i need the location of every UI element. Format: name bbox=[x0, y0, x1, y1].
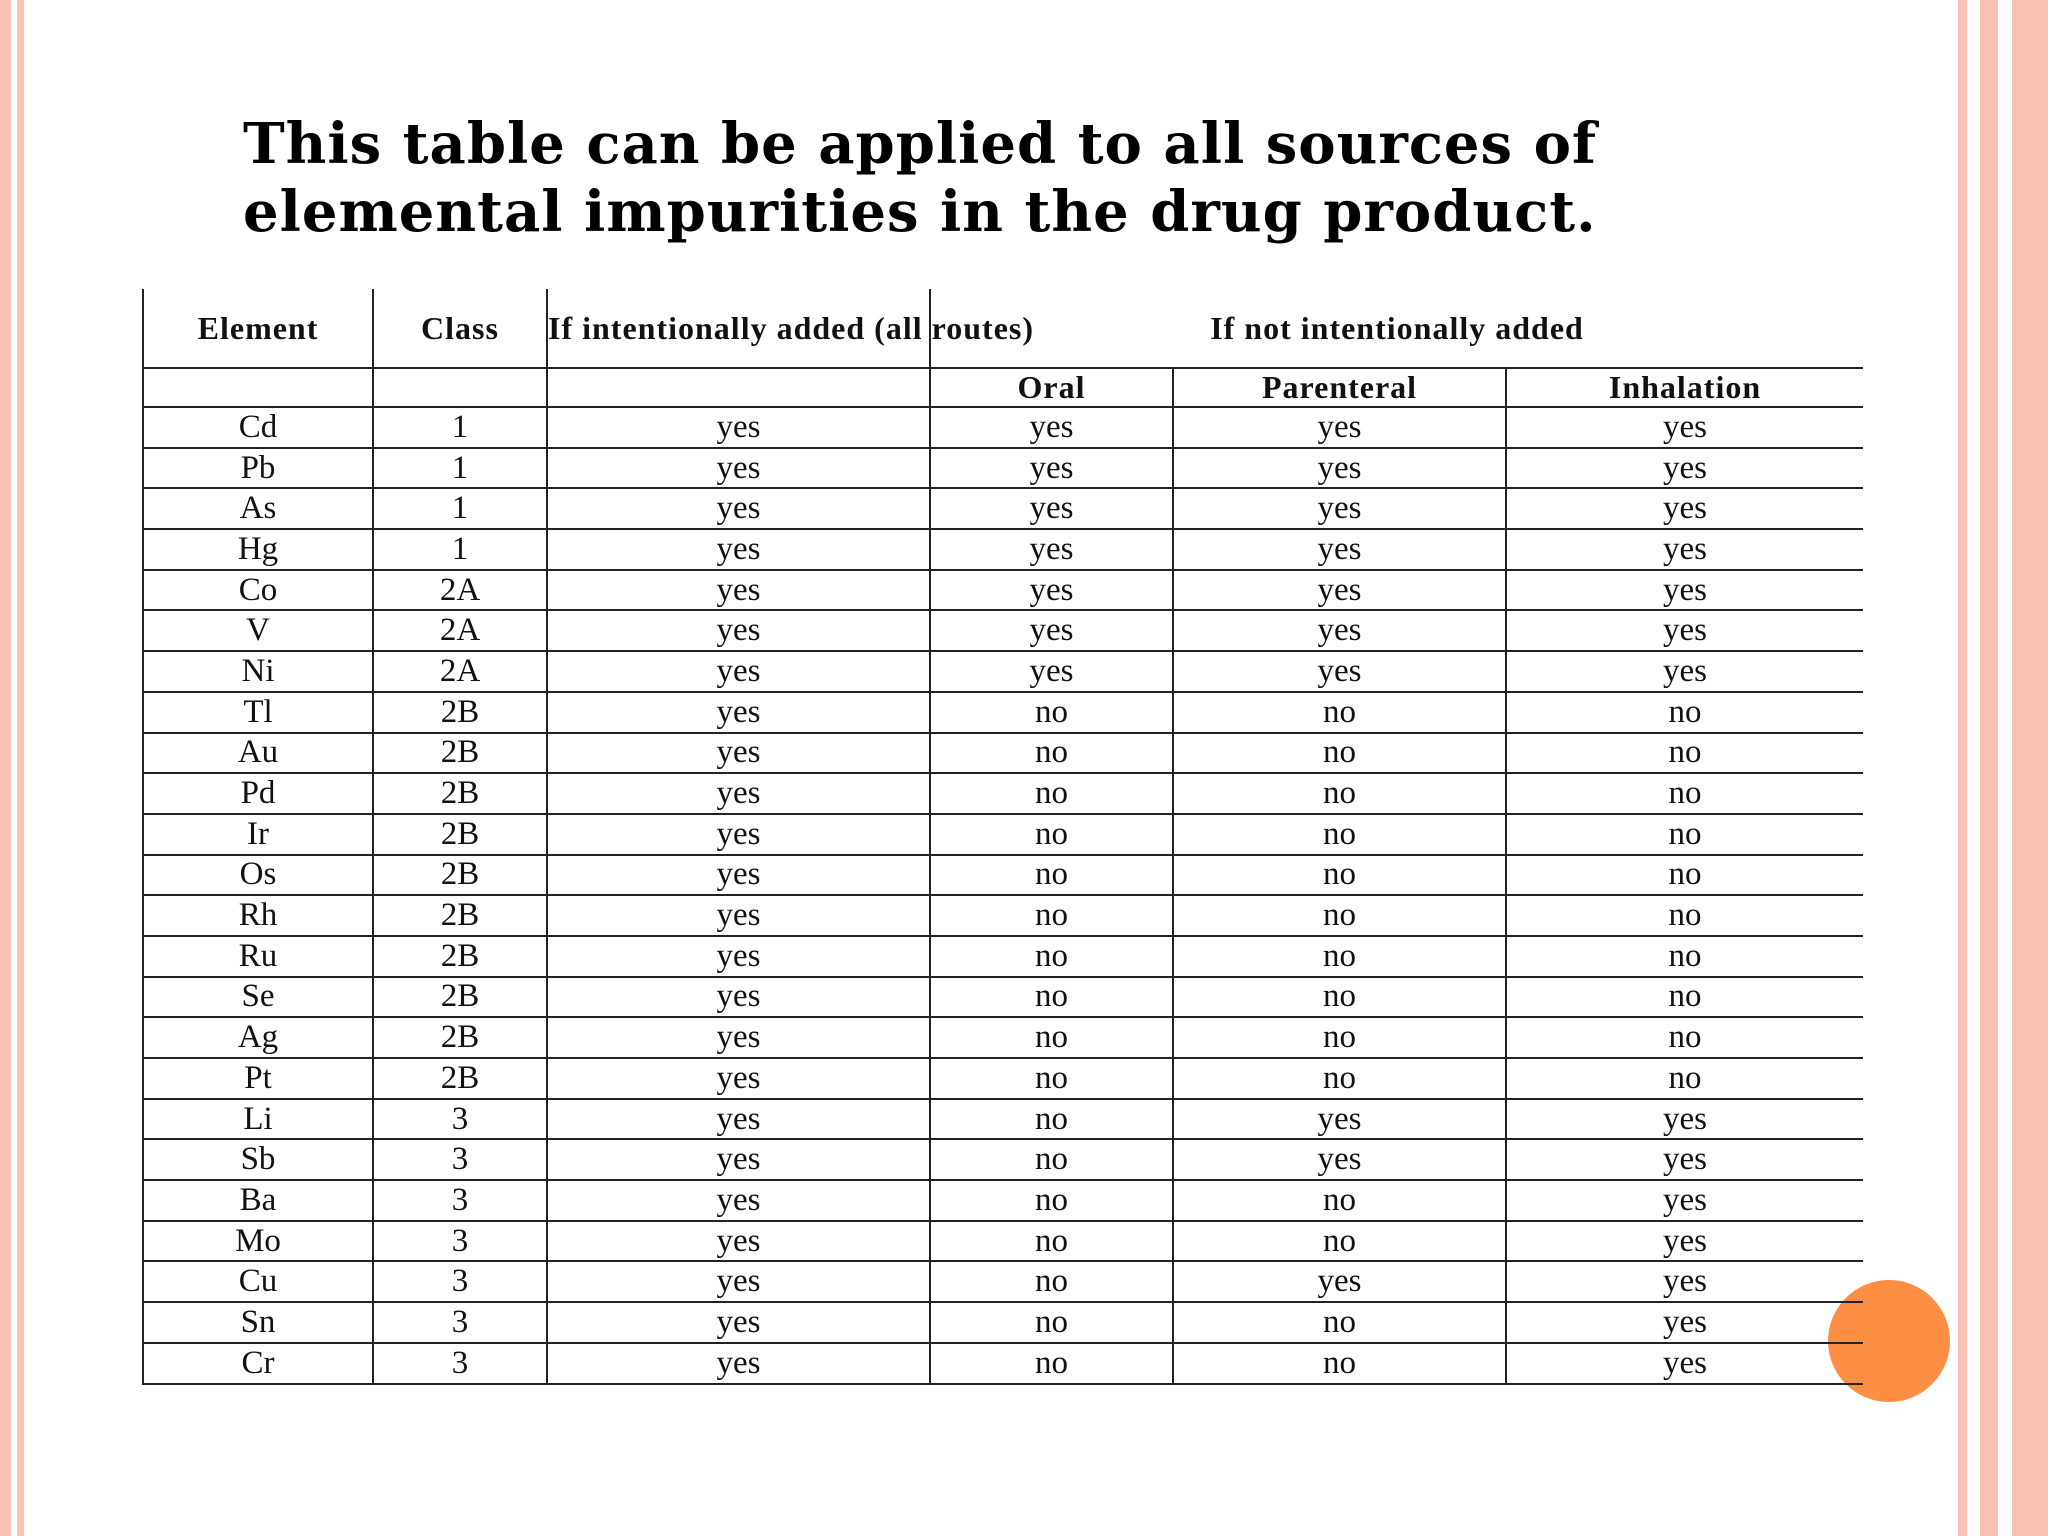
cell-class: 2A bbox=[373, 610, 547, 651]
cell-oral: no bbox=[930, 1058, 1173, 1099]
cell-inhalation: yes bbox=[1506, 1221, 1863, 1262]
cell-intentional: yes bbox=[547, 448, 930, 489]
cell-element: Mo bbox=[143, 1221, 373, 1262]
cell-oral: yes bbox=[930, 448, 1173, 489]
cell-oral: no bbox=[930, 977, 1173, 1018]
cell-parenteral: yes bbox=[1173, 1099, 1506, 1140]
table-row bbox=[143, 977, 1863, 1018]
cell-intentional: yes bbox=[547, 977, 930, 1018]
cell-class: 2B bbox=[373, 936, 547, 977]
cell-inhalation: no bbox=[1506, 1017, 1863, 1058]
cell-inhalation: yes bbox=[1506, 1180, 1863, 1221]
cell-parenteral: no bbox=[1173, 773, 1506, 814]
cell-inhalation: no bbox=[1506, 1058, 1863, 1099]
cell-oral: no bbox=[930, 1099, 1173, 1140]
cell-intentional: yes bbox=[547, 1180, 930, 1221]
table-row bbox=[143, 773, 1863, 814]
cell-element: Au bbox=[143, 733, 373, 774]
cell-parenteral: no bbox=[1173, 1221, 1506, 1262]
cell-oral: yes bbox=[930, 570, 1173, 611]
cell-intentional: yes bbox=[547, 814, 930, 855]
slide-border-right-middle bbox=[1980, 0, 1998, 1536]
cell-oral: no bbox=[930, 1302, 1173, 1343]
cell-intentional: yes bbox=[547, 488, 930, 529]
cell-class: 2B bbox=[373, 814, 547, 855]
subheader-empty-cell bbox=[547, 368, 930, 407]
header-element: Element bbox=[143, 289, 373, 368]
cell-class: 3 bbox=[373, 1343, 547, 1384]
cell-parenteral: yes bbox=[1173, 1261, 1506, 1302]
table-row bbox=[143, 1302, 1863, 1343]
cell-element: Os bbox=[143, 855, 373, 896]
cell-oral: no bbox=[930, 1221, 1173, 1262]
cell-intentional: yes bbox=[547, 1099, 930, 1140]
cell-class: 3 bbox=[373, 1180, 547, 1221]
cell-oral: no bbox=[930, 1261, 1173, 1302]
header-not-intentionally-added: If not intentionally added bbox=[930, 289, 1863, 368]
table-row bbox=[143, 814, 1863, 855]
cell-element: Sb bbox=[143, 1139, 373, 1180]
cell-parenteral: no bbox=[1173, 1302, 1506, 1343]
cell-element: Sn bbox=[143, 1302, 373, 1343]
cell-element: Ba bbox=[143, 1180, 373, 1221]
table-row bbox=[143, 651, 1863, 692]
cell-intentional: yes bbox=[547, 570, 930, 611]
table-row bbox=[143, 610, 1863, 651]
cell-parenteral: yes bbox=[1173, 651, 1506, 692]
cell-parenteral: no bbox=[1173, 1343, 1506, 1384]
cell-element: Ru bbox=[143, 936, 373, 977]
cell-element: Co bbox=[143, 570, 373, 611]
cell-inhalation: yes bbox=[1506, 570, 1863, 611]
cell-inhalation: no bbox=[1506, 977, 1863, 1018]
cell-intentional: yes bbox=[547, 610, 930, 651]
cell-parenteral: no bbox=[1173, 692, 1506, 733]
subheader-empty-cell bbox=[143, 368, 373, 407]
cell-parenteral: yes bbox=[1173, 488, 1506, 529]
cell-inhalation: yes bbox=[1506, 1302, 1863, 1343]
cell-intentional: yes bbox=[547, 1017, 930, 1058]
table-row bbox=[143, 570, 1863, 611]
cell-parenteral: no bbox=[1173, 977, 1506, 1018]
header-inhalation: Inhalation bbox=[1506, 368, 1863, 407]
cell-oral: no bbox=[930, 1139, 1173, 1180]
slide-title: This table can be applied to all sources of elemental impurities in the drug product. bbox=[243, 111, 1598, 245]
cell-inhalation: no bbox=[1506, 895, 1863, 936]
cell-inhalation: no bbox=[1506, 814, 1863, 855]
cell-class: 3 bbox=[373, 1261, 547, 1302]
cell-element: Rh bbox=[143, 895, 373, 936]
table-row bbox=[143, 1261, 1863, 1302]
cell-inhalation: yes bbox=[1506, 529, 1863, 570]
cell-inhalation: yes bbox=[1506, 1139, 1863, 1180]
cell-inhalation: no bbox=[1506, 733, 1863, 774]
cell-parenteral: yes bbox=[1173, 570, 1506, 611]
cell-element: Ir bbox=[143, 814, 373, 855]
cell-inhalation: yes bbox=[1506, 651, 1863, 692]
cell-element: Se bbox=[143, 977, 373, 1018]
cell-element: Tl bbox=[143, 692, 373, 733]
cell-intentional: yes bbox=[547, 407, 930, 448]
cell-parenteral: yes bbox=[1173, 529, 1506, 570]
table-row bbox=[143, 1221, 1863, 1262]
cell-oral: yes bbox=[930, 407, 1173, 448]
cell-class: 1 bbox=[373, 448, 547, 489]
cell-element: Pb bbox=[143, 448, 373, 489]
cell-class: 2B bbox=[373, 1017, 547, 1058]
cell-element: Pt bbox=[143, 1058, 373, 1099]
cell-parenteral: no bbox=[1173, 1058, 1506, 1099]
slide-border-left-inner bbox=[17, 0, 24, 1536]
cell-element: Hg bbox=[143, 529, 373, 570]
table-row bbox=[143, 1099, 1863, 1140]
cell-inhalation: no bbox=[1506, 936, 1863, 977]
cell-intentional: yes bbox=[547, 855, 930, 896]
table-row bbox=[143, 733, 1863, 774]
cell-intentional: yes bbox=[547, 1221, 930, 1262]
cell-inhalation: yes bbox=[1506, 1343, 1863, 1384]
cell-inhalation: yes bbox=[1506, 610, 1863, 651]
table-row bbox=[143, 448, 1863, 489]
cell-inhalation: no bbox=[1506, 855, 1863, 896]
cell-element: Ag bbox=[143, 1017, 373, 1058]
table-row bbox=[143, 1139, 1863, 1180]
cell-class: 2B bbox=[373, 733, 547, 774]
cell-oral: no bbox=[930, 733, 1173, 774]
table-row bbox=[143, 1343, 1863, 1384]
cell-class: 2B bbox=[373, 1058, 547, 1099]
table-row bbox=[143, 407, 1863, 448]
cell-class: 2B bbox=[373, 773, 547, 814]
slide-border-left-outer bbox=[0, 0, 11, 1536]
header-intentionally-added: If intentionally added (all routes) bbox=[547, 289, 930, 368]
cell-class: 3 bbox=[373, 1302, 547, 1343]
cell-parenteral: no bbox=[1173, 733, 1506, 774]
cell-element: Cd bbox=[143, 407, 373, 448]
cell-parenteral: yes bbox=[1173, 407, 1506, 448]
cell-parenteral: yes bbox=[1173, 610, 1506, 651]
cell-element: Ni bbox=[143, 651, 373, 692]
cell-class: 2A bbox=[373, 651, 547, 692]
cell-oral: no bbox=[930, 895, 1173, 936]
cell-element: Cr bbox=[143, 1343, 373, 1384]
cell-intentional: yes bbox=[547, 1139, 930, 1180]
cell-oral: no bbox=[930, 773, 1173, 814]
cell-intentional: yes bbox=[547, 1058, 930, 1099]
cell-class: 1 bbox=[373, 529, 547, 570]
header-oral: Oral bbox=[930, 368, 1173, 407]
table-row bbox=[143, 1180, 1863, 1221]
cell-parenteral: no bbox=[1173, 814, 1506, 855]
slide-border-right-inner bbox=[1958, 0, 1967, 1536]
cell-oral: no bbox=[930, 1343, 1173, 1384]
table-row bbox=[143, 488, 1863, 529]
cell-intentional: yes bbox=[547, 936, 930, 977]
cell-inhalation: yes bbox=[1506, 448, 1863, 489]
cell-class: 3 bbox=[373, 1099, 547, 1140]
table-row bbox=[143, 936, 1863, 977]
cell-inhalation: yes bbox=[1506, 1099, 1863, 1140]
cell-intentional: yes bbox=[547, 651, 930, 692]
table-row bbox=[143, 855, 1863, 896]
table-row bbox=[143, 692, 1863, 733]
cell-oral: no bbox=[930, 936, 1173, 977]
cell-element: Li bbox=[143, 1099, 373, 1140]
cell-element: Cu bbox=[143, 1261, 373, 1302]
table-row bbox=[143, 529, 1863, 570]
cell-oral: no bbox=[930, 814, 1173, 855]
header-parenteral: Parenteral bbox=[1173, 368, 1506, 407]
cell-oral: no bbox=[930, 1017, 1173, 1058]
cell-intentional: yes bbox=[547, 1302, 930, 1343]
cell-class: 2B bbox=[373, 692, 547, 733]
table-subheader-row bbox=[143, 368, 1863, 407]
cell-oral: yes bbox=[930, 529, 1173, 570]
table-row bbox=[143, 1058, 1863, 1099]
cell-oral: yes bbox=[930, 651, 1173, 692]
cell-oral: no bbox=[930, 692, 1173, 733]
cell-intentional: yes bbox=[547, 1261, 930, 1302]
cell-element: V bbox=[143, 610, 373, 651]
cell-oral: no bbox=[930, 855, 1173, 896]
subheader-empty-cell bbox=[373, 368, 547, 407]
cell-intentional: yes bbox=[547, 692, 930, 733]
table-body bbox=[143, 407, 1863, 1384]
cell-class: 1 bbox=[373, 488, 547, 529]
cell-class: 2B bbox=[373, 977, 547, 1018]
cell-oral: no bbox=[930, 1180, 1173, 1221]
table-row bbox=[143, 1017, 1863, 1058]
cell-parenteral: no bbox=[1173, 936, 1506, 977]
elemental-impurities-table bbox=[142, 289, 1863, 1385]
impurities-table-container bbox=[142, 289, 1862, 1385]
cell-class: 3 bbox=[373, 1221, 547, 1262]
cell-parenteral: yes bbox=[1173, 1139, 1506, 1180]
cell-element: As bbox=[143, 488, 373, 529]
slide-border-right-outer bbox=[2012, 0, 2048, 1536]
cell-inhalation: yes bbox=[1506, 1261, 1863, 1302]
cell-intentional: yes bbox=[547, 529, 930, 570]
table-header-row bbox=[143, 289, 1863, 368]
cell-oral: yes bbox=[930, 488, 1173, 529]
cell-element: Pd bbox=[143, 773, 373, 814]
cell-parenteral: no bbox=[1173, 895, 1506, 936]
cell-class: 2B bbox=[373, 855, 547, 896]
cell-parenteral: no bbox=[1173, 855, 1506, 896]
cell-parenteral: no bbox=[1173, 1180, 1506, 1221]
cell-class: 3 bbox=[373, 1139, 547, 1180]
cell-class: 1 bbox=[373, 407, 547, 448]
cell-class: 2A bbox=[373, 570, 547, 611]
cell-intentional: yes bbox=[547, 895, 930, 936]
cell-oral: yes bbox=[930, 610, 1173, 651]
table-row bbox=[143, 895, 1863, 936]
cell-class: 2B bbox=[373, 895, 547, 936]
cell-inhalation: yes bbox=[1506, 488, 1863, 529]
cell-parenteral: yes bbox=[1173, 448, 1506, 489]
header-class: Class bbox=[373, 289, 547, 368]
cell-inhalation: no bbox=[1506, 773, 1863, 814]
cell-intentional: yes bbox=[547, 773, 930, 814]
cell-intentional: yes bbox=[547, 733, 930, 774]
cell-inhalation: yes bbox=[1506, 407, 1863, 448]
cell-inhalation: no bbox=[1506, 692, 1863, 733]
cell-intentional: yes bbox=[547, 1343, 930, 1384]
cell-parenteral: no bbox=[1173, 1017, 1506, 1058]
